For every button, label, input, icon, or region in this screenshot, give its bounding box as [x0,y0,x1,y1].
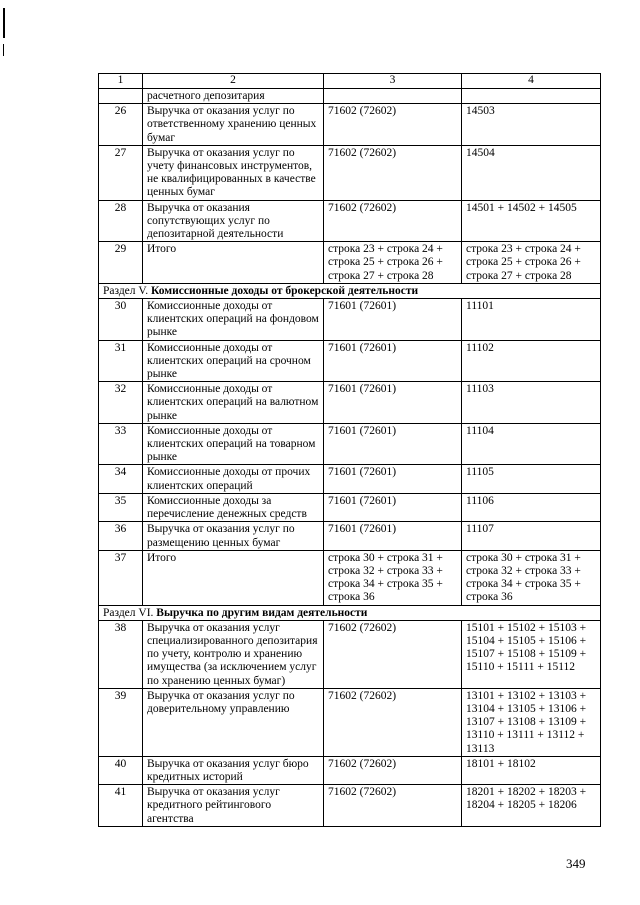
symbol-code: 14501 + 14502 + 14505 [462,200,601,242]
item-name: Итого [143,550,324,605]
symbol-code [462,89,601,104]
section-title: Выручка по другим видам деятельности [156,606,368,619]
item-name: расчетного депозитария [143,89,324,104]
table-row [99,145,601,200]
account-number: 71601 (72601) [324,299,462,341]
table-row [99,465,601,493]
account-number: 71601 (72601) [324,423,462,465]
symbol-code: 11106 [462,493,601,521]
symbol-code: 11105 [462,465,601,493]
item-name: Выручка от оказания услуг по размещению ценных бумаг [143,522,324,550]
header-cell: 4 [462,74,601,89]
row-number: 29 [99,242,143,284]
account-number: 71602 (72602) [324,688,462,756]
symbol-code: 11102 [462,340,601,382]
row-number: 30 [99,299,143,341]
item-name: Выручка от оказания услуг специализированного депозитария по учету, контролю и хранению имущества (за исключением услуг по хранению ценных бумаг) [143,620,324,688]
row-number: 36 [99,522,143,550]
row-number: 35 [99,493,143,521]
header-cell: 1 [99,74,143,89]
row-number: 28 [99,200,143,242]
margin-mark [3,44,4,56]
account-number: 71602 (72602) [324,104,462,146]
table-row [99,688,601,756]
symbol-code: 11104 [462,423,601,465]
row-number: 33 [99,423,143,465]
row-number: 39 [99,688,143,756]
row-number [99,89,143,104]
symbol-code: 14504 [462,145,601,200]
table-row [99,200,601,242]
account-number: 71601 (72601) [324,382,462,424]
row-number: 26 [99,104,143,146]
section-row [99,605,601,620]
item-name: Выручка от оказания услуг по ответственному хранению ценных бумаг [143,104,324,146]
symbol-code: 18101 + 18102 [462,756,601,784]
section-heading [99,605,601,620]
item-name: Выручка от оказания услуг по доверительному управлению [143,688,324,756]
symbol-code: 13101 + 13102 + 13103 + 13104 + 13105 + 13106 + 13107 + 13108 + 13109 + 13110 + 13111 + 13112 + 13113 [462,688,601,756]
account-number [324,89,462,104]
symbol-code: 11103 [462,382,601,424]
item-name: Комиссионные доходы от клиентских операций на товарном рынке [143,423,324,465]
item-name: Выручка от оказания услуг бюро кредитных историй [143,756,324,784]
table-row [99,423,601,465]
account-number: 71602 (72602) [324,785,462,827]
margin-mark [3,8,5,38]
item-name: Выручка от оказания услуг кредитного рейтингового агентства [143,785,324,827]
account-number: 71601 (72601) [324,493,462,521]
row-number: 31 [99,340,143,382]
item-name: Комиссионные доходы от клиентских операций на валютном рынке [143,382,324,424]
symbol-code: строка 30 + строка 31 + строка 32 + строка 33 + строка 34 + строка 35 + строка 36 [462,550,601,605]
table-row [99,104,601,146]
table-header-row [99,74,601,89]
table-row [99,620,601,688]
symbol-code: строка 23 + строка 24 + строка 25 + строка 26 + строка 27 + строка 28 [462,242,601,284]
item-name: Выручка от оказания услуг по учету финансовых инструментов, не квалифицированных в качестве ценных бумаг [143,145,324,200]
item-name: Комиссионные доходы от клиентских операций на срочном рынке [143,340,324,382]
row-number: 40 [99,756,143,784]
account-number: строка 23 + строка 24 + строка 25 + строка 26 + строка 27 + строка 28 [324,242,462,284]
account-number: 71602 (72602) [324,145,462,200]
row-number: 27 [99,145,143,200]
account-number: 71601 (72601) [324,465,462,493]
page-number: 349 [566,856,586,871]
row-number: 34 [99,465,143,493]
row-number: 41 [99,785,143,827]
item-name: Комиссионные доходы за перечисление денежных средств [143,493,324,521]
table-row [99,756,601,784]
item-name: Выручка от оказания сопутствующих услуг по депозитарной деятельности [143,200,324,242]
symbol-code: 18201 + 18202 + 18203 + 18204 + 18205 + 18206 [462,785,601,827]
table-row [99,550,601,605]
symbol-code: 14503 [462,104,601,146]
row-number: 37 [99,550,143,605]
account-number: строка 30 + строка 31 + строка 32 + строка 33 + строка 34 + строка 35 + строка 36 [324,550,462,605]
section-prefix: Раздел V. [103,284,151,297]
table-row [99,785,601,827]
table-row [99,493,601,521]
section-prefix: Раздел VI. [103,606,157,619]
item-name: Комиссионные доходы от клиентских операций на фондовом рынке [143,299,324,341]
table-row [99,89,601,104]
account-number: 71602 (72602) [324,620,462,688]
account-number: 71601 (72601) [324,522,462,550]
section-heading [99,283,601,298]
account-number: 71602 (72602) [324,200,462,242]
table-row [99,382,601,424]
account-number: 71602 (72602) [324,756,462,784]
header-cell: 2 [143,74,324,89]
table-row [99,522,601,550]
item-name: Комиссионные доходы от прочих клиентских операций [143,465,324,493]
symbol-code: 11107 [462,522,601,550]
section-title: Комиссионные доходы от брокерской деятельности [150,284,419,297]
table-row [99,242,601,284]
account-number: 71601 (72601) [324,340,462,382]
table-row [99,299,601,341]
section-row [99,283,601,298]
symbol-code: 15101 + 15102 + 15103 + 15104 + 15105 + 15106 + 15107 + 15108 + 15109 + 15110 + 15111 + 15112 [462,620,601,688]
symbol-code: 11101 [462,299,601,341]
header-cell: 3 [324,74,462,89]
report-table [98,73,601,827]
item-name: Итого [143,242,324,284]
table-row [99,340,601,382]
row-number: 32 [99,382,143,424]
row-number: 38 [99,620,143,688]
